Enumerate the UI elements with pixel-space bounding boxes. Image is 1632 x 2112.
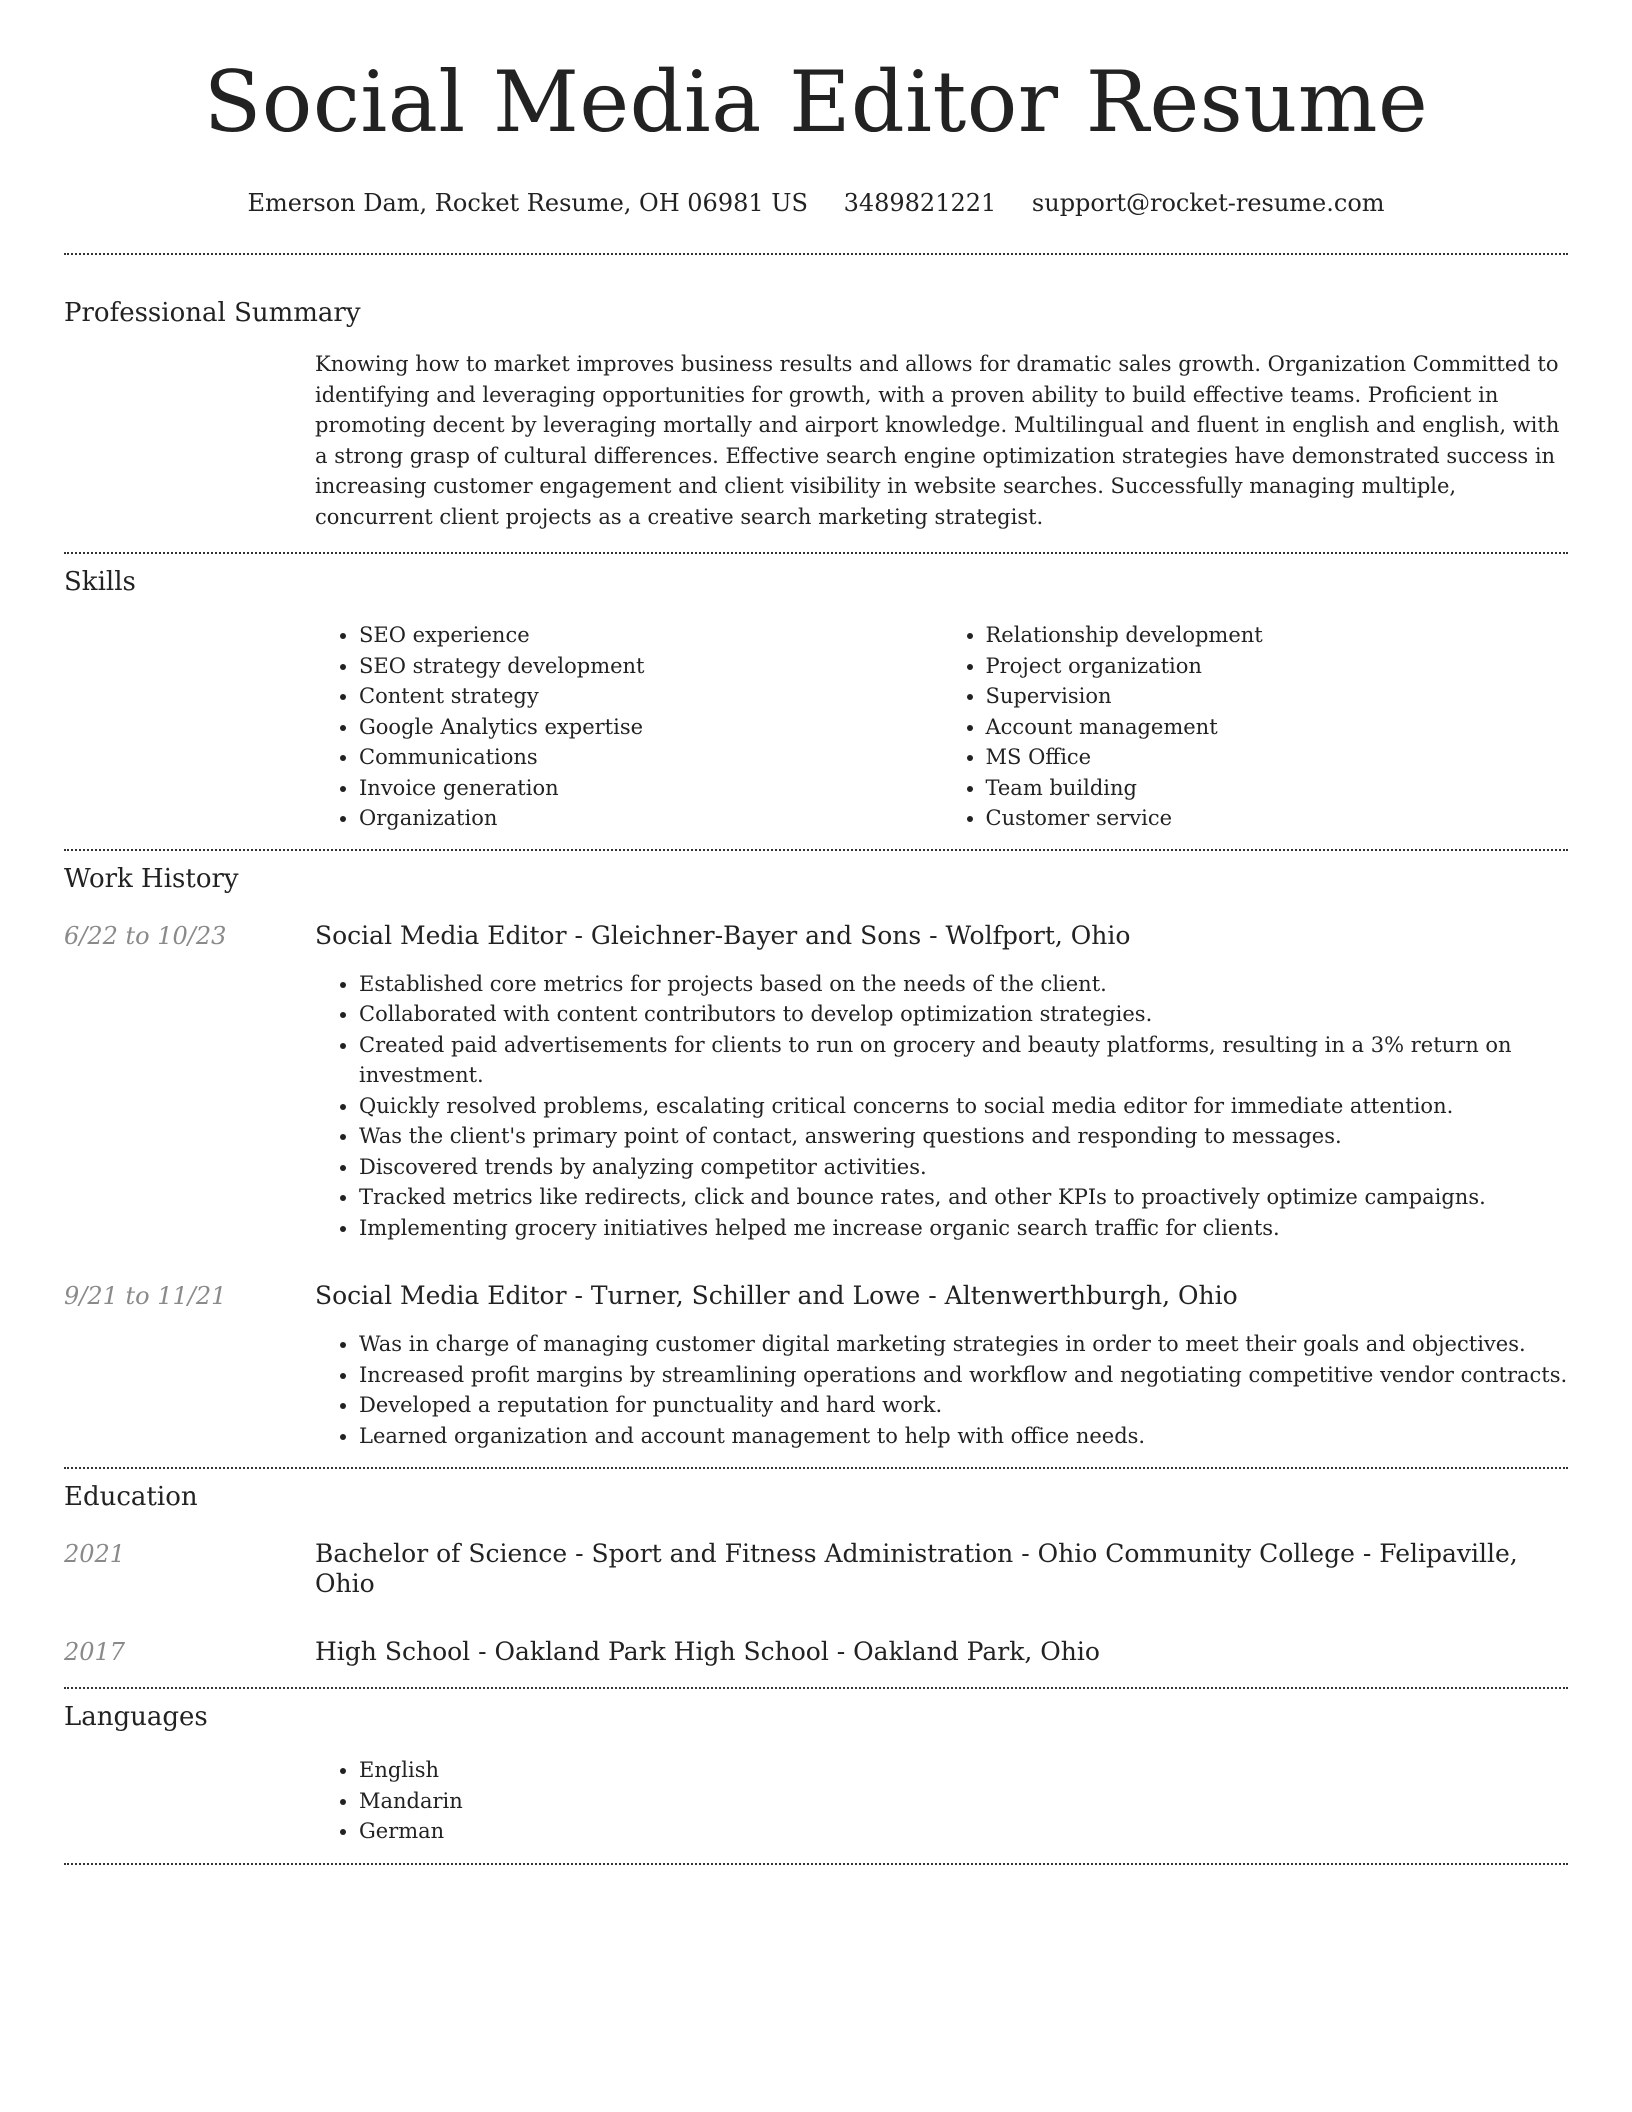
job-bullet: • Collaborated with content contributors to develop optimization strategies.	[359, 999, 1568, 1030]
education-heading: Education	[64, 1482, 198, 1512]
skill-item: • Invoice generation	[359, 773, 942, 804]
summary-section	[64, 297, 1568, 532]
skill-item: • Supervision	[986, 681, 1569, 712]
job-bullet: • Created paid advertisements for clients to run on grocery and beauty platforms, resulting in a 3% return on investment.	[359, 1030, 1568, 1091]
skill-item: • Team building	[986, 773, 1569, 804]
education-section	[64, 1481, 1568, 1667]
section-divider	[64, 849, 1568, 851]
job-bullet: • Developed a reputation for punctuality and hard work.	[359, 1390, 1568, 1421]
skill-item: • Customer service	[986, 803, 1569, 834]
job-bullets-wrap	[315, 969, 1568, 1244]
skills-right-list	[942, 620, 1569, 834]
education-year: 2021	[64, 1540, 126, 1568]
language-item: • Mandarin	[359, 1786, 1568, 1817]
education-detail: Bachelor of Science - Sport and Fitness Administration - Ohio Community College - Felipaville, Ohio	[315, 1539, 1518, 1598]
job-bullet: • Discovered trends by analyzing competitor activities.	[359, 1152, 1568, 1183]
job-bullet: • Increased profit margins by streamlining operations and workflow and negotiating competitive vendor contracts.	[359, 1360, 1568, 1391]
section-divider	[64, 253, 1568, 255]
skill-item: • Project organization	[986, 651, 1569, 682]
job-bullets-wrap	[315, 1329, 1568, 1451]
education-entry	[64, 1637, 1568, 1667]
section-divider	[64, 552, 1568, 554]
job-header	[64, 921, 1568, 951]
job-dates: 9/21 to 11/21	[64, 1282, 227, 1310]
language-item: • German	[359, 1816, 1568, 1847]
section-divider	[64, 1863, 1568, 1865]
resume-title: Social Media Editor Resume	[203, 53, 1429, 151]
job-bullet: • Tracked metrics like redirects, click and bounce rates, and other KPIs to proactively optimize campaigns.	[359, 1182, 1568, 1213]
language-item: • English	[359, 1755, 1568, 1786]
languages-heading: Languages	[64, 1702, 208, 1732]
job-bullet: • Established core metrics for projects based on the needs of the client.	[359, 969, 1568, 1000]
languages-list	[315, 1755, 1568, 1847]
skill-item: • MS Office	[986, 742, 1569, 773]
section-divider	[64, 1467, 1568, 1469]
skill-item: • SEO strategy development	[359, 651, 942, 682]
job-title: Social Media Editor - Gleichner-Bayer and Sons - Wolfport, Ohio	[315, 920, 1131, 950]
contact-phone: 3489821221	[843, 189, 997, 217]
skills-left-list	[315, 620, 942, 834]
summary-text: Knowing how to market improves business results and allows for dramatic sales growth. Organization Committed to identifying and leveraging opportunities for growth, with a proven ability to build effective teams. Proficient in promoting decent by leveraging mortally and airport knowledge. Multilingual and fluent in english and english, with a strong grasp of cultural differences. Effective search engine optimization strategies have demonstrated success in increasing customer engagement and client visibility in website searches. Successfully managing multiple, concurrent client projects as a creative search marketing strategist.	[315, 352, 1560, 529]
job-entry	[64, 921, 1568, 1244]
education-entry	[64, 1539, 1568, 1599]
skill-item: • SEO experience	[359, 620, 942, 651]
section-divider	[64, 1687, 1568, 1689]
job-bullets	[315, 1329, 1568, 1451]
skill-item: • Google Analytics expertise	[359, 712, 942, 743]
job-bullet: • Quickly resolved problems, escalating critical concerns to social media editor for immediate attention.	[359, 1091, 1568, 1122]
contact-email: support@rocket-resume.com	[1031, 189, 1385, 217]
job-bullet: • Was the client's primary point of contact, answering questions and responding to messages.	[359, 1121, 1568, 1152]
summary-heading: Professional Summary	[64, 298, 361, 328]
education-detail: High School - Oakland Park High School - Oakland Park, Ohio	[315, 1637, 1100, 1666]
languages-section	[64, 1701, 1568, 1847]
education-year: 2017	[64, 1638, 126, 1666]
job-dates: 6/22 to 10/23	[64, 921, 227, 950]
job-bullet: • Was in charge of managing customer digital marketing strategies in order to meet their goals and objectives.	[359, 1329, 1568, 1360]
skill-item: • Content strategy	[359, 681, 942, 712]
skills-grid	[315, 620, 1568, 834]
job-bullet: • Learned organization and account management to help with office needs.	[359, 1421, 1568, 1452]
summary-body	[315, 349, 1568, 532]
skills-heading: Skills	[64, 567, 136, 597]
work-heading: Work History	[64, 863, 239, 894]
resume-page	[64, 0, 1568, 1865]
job-header	[64, 1281, 1568, 1311]
languages-body	[315, 1755, 1568, 1847]
work-section	[64, 863, 1568, 1452]
skills-section	[64, 566, 1568, 834]
job-title: Social Media Editor - Turner, Schiller and Lowe - Altenwerthburgh, Ohio	[315, 1281, 1238, 1310]
job-bullets	[315, 969, 1568, 1244]
contact-address: Emerson Dam, Rocket Resume, OH 06981 US	[247, 189, 808, 217]
skill-item: • Organization	[359, 803, 942, 834]
contact-line	[64, 188, 1568, 218]
skill-item: • Communications	[359, 742, 942, 773]
job-bullet: • Implementing grocery initiatives helped me increase organic search traffic for clients.	[359, 1213, 1568, 1244]
job-entry	[64, 1281, 1568, 1451]
skill-item: • Account management	[986, 712, 1569, 743]
skill-item: • Relationship development	[986, 620, 1569, 651]
